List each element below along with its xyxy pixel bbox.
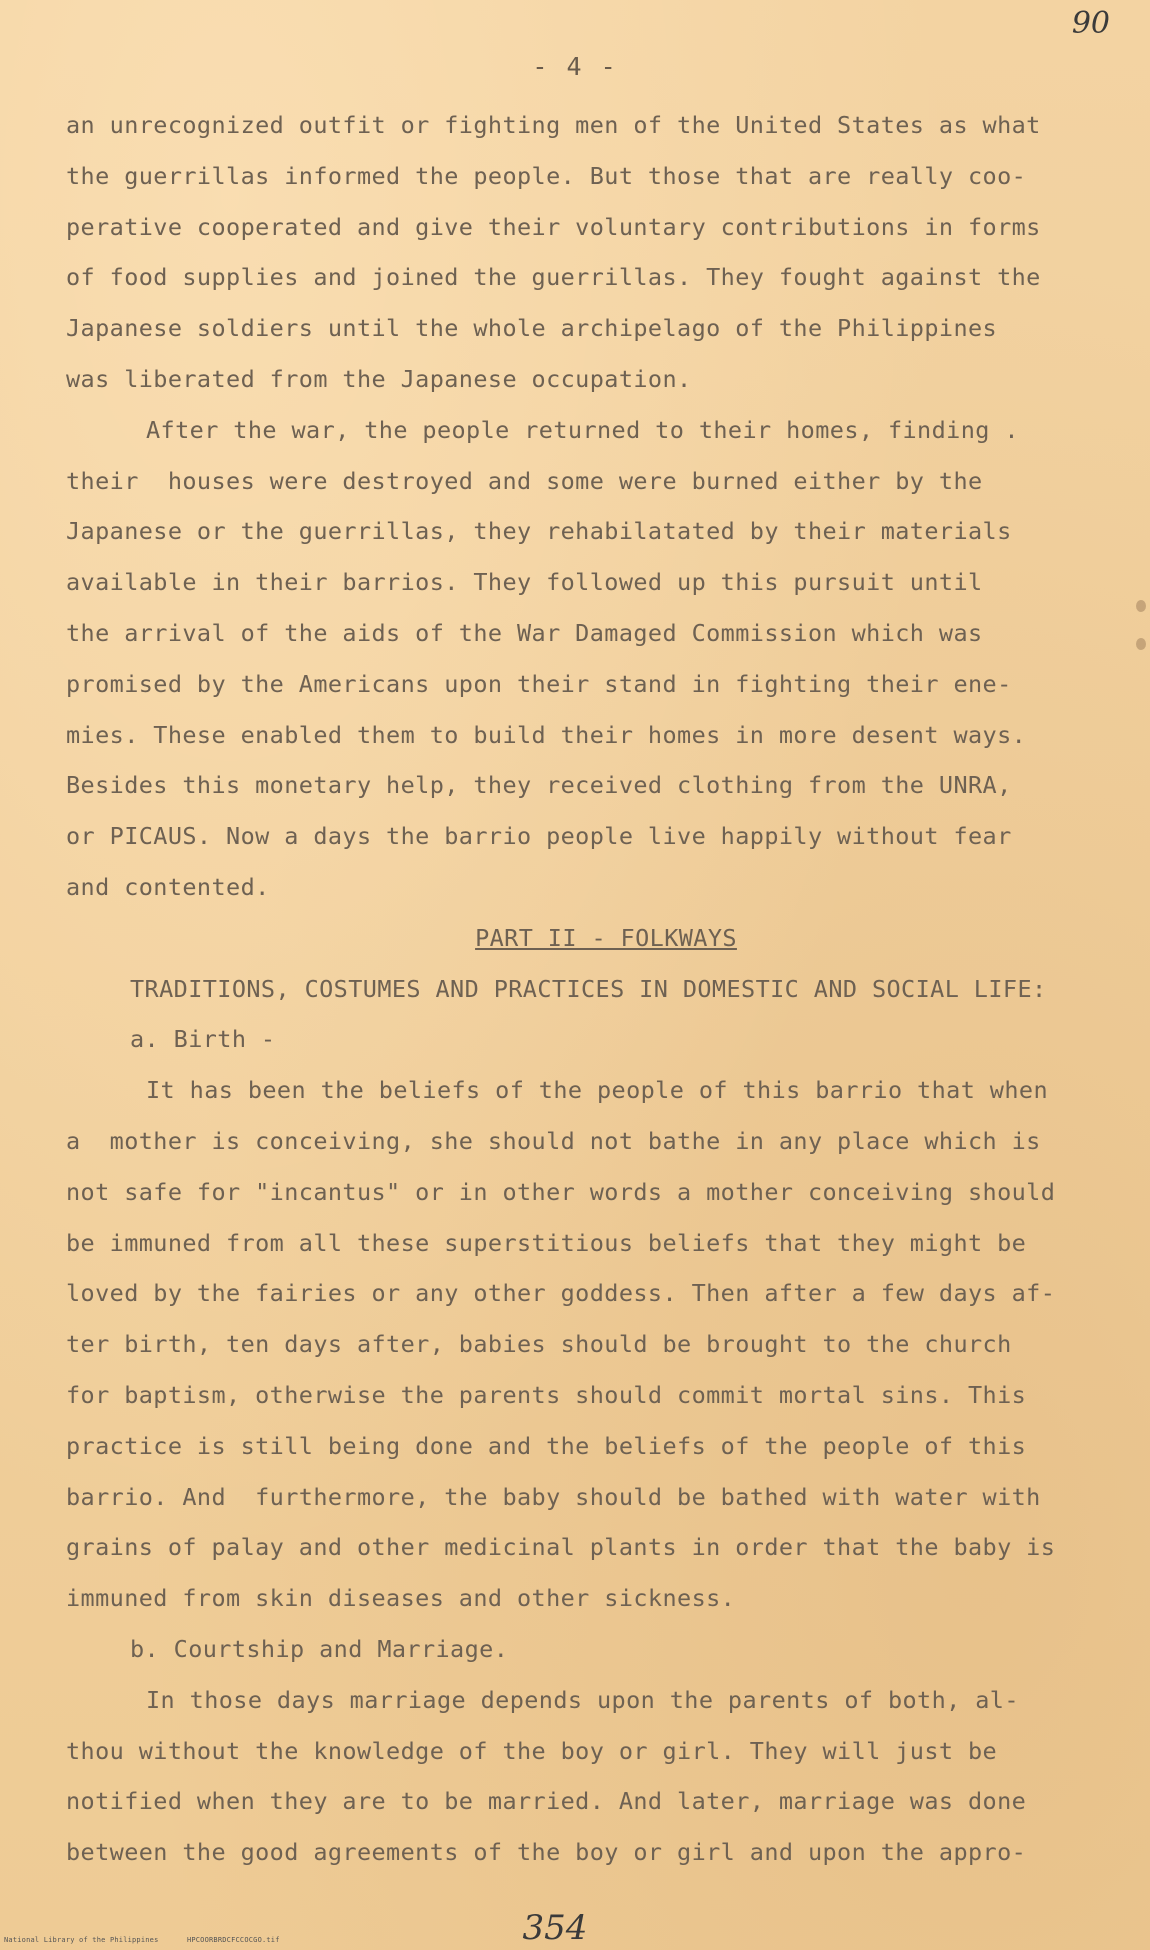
text-line: barrio. And furthermore, the baby should be bathed with water with — [66, 1482, 1041, 1511]
text-line: their houses were destroyed and some were burned either by the — [66, 466, 983, 495]
handwritten-page-mark: 354 — [522, 1908, 588, 1948]
text-line: or PICAUS. Now a days the barrio people live happily without fear — [66, 822, 1012, 851]
scan-caption — [4, 1936, 304, 1944]
text-line: mies. These enabled them to build their homes in more desent ways. — [66, 720, 1027, 749]
text-line: ter birth, ten days after, babies should be brought to the church — [66, 1330, 1012, 1359]
subsection-label: a. Birth - — [130, 1025, 276, 1054]
text-line: practice is still being done and the beliefs of the people of this — [66, 1431, 1027, 1460]
text-line: After the war, the people returned to their homes, finding . — [146, 415, 1019, 444]
text-line: of food supplies and joined the guerrillas. They fought against the — [66, 263, 1041, 292]
body-text — [66, 100, 1106, 1878]
paper-stain — [1136, 638, 1146, 650]
section-heading: PART II - FOLKWAYS — [475, 923, 737, 952]
text-line: grains of palay and other medicinal plants in order that the baby is — [66, 1533, 1056, 1562]
text-line: an unrecognized outfit or fighting men of the United States as what — [66, 111, 1041, 139]
text-line: Besides this monetary help, they received clothing from the UNRA, — [66, 771, 1012, 800]
text-line: a mother is conceiving, she should not bathe in any place which is — [66, 1126, 1041, 1155]
text-line: loved by the fairies or any other goddess. Then after a few days af- — [66, 1279, 1056, 1308]
text-line: was liberated from the Japanese occupation. — [66, 364, 692, 393]
text-line: notified when they are to be married. And later, marriage was done — [66, 1787, 1027, 1816]
text-line: In those days marriage depends upon the parents of both, al- — [146, 1685, 1019, 1714]
text-line: the arrival of the aids of the War Damaged Commission which was — [66, 618, 983, 647]
library-caption: National Library of the Philippines — [4, 1936, 159, 1944]
subheading: TRADITIONS, COSTUMES AND PRACTICES IN DOMESTIC AND SOCIAL LIFE: — [130, 974, 1047, 1003]
text-line: It has been the beliefs of the people of this barrio that when — [146, 1076, 1048, 1105]
text-line: promised by the Americans upon their stand in fighting their ene- — [66, 669, 1012, 698]
folio-number: 90 — [1071, 6, 1110, 41]
text-line: thou without the knowledge of the boy or girl. They will just be — [66, 1736, 998, 1765]
text-line: available in their barrios. They followed up this pursuit until — [66, 568, 983, 597]
text-line: Japanese or the guerrillas, they rehabilatated by their materials — [66, 517, 1012, 546]
file-caption: HPCOORBRDCFCCOCGO.tif — [186, 1936, 280, 1944]
text-line: the guerrillas informed the people. But those that are really coo- — [66, 161, 1027, 190]
text-line: Japanese soldiers until the whole archipelago of the Philippines — [66, 314, 998, 343]
paper-stain — [1136, 600, 1146, 612]
text-line: between the good agreements of the boy or girl and upon the appro- — [66, 1838, 1027, 1867]
subsection-label: b. Courtship and Marriage. — [130, 1634, 509, 1663]
text-line: perative cooperated and give their voluntary contributions in forms — [66, 212, 1041, 241]
text-line: and contented. — [66, 872, 270, 901]
text-line: immuned from skin diseases and other sickness. — [66, 1584, 736, 1613]
text-line: for baptism, otherwise the parents should commit mortal sins. This — [66, 1380, 1027, 1409]
page-number: - 4 - — [532, 52, 618, 81]
text-line: be immuned from all these superstitious beliefs that they might be — [66, 1228, 1027, 1257]
text-line: not safe for "incantus" or in other words a mother conceiving should — [66, 1177, 1056, 1206]
